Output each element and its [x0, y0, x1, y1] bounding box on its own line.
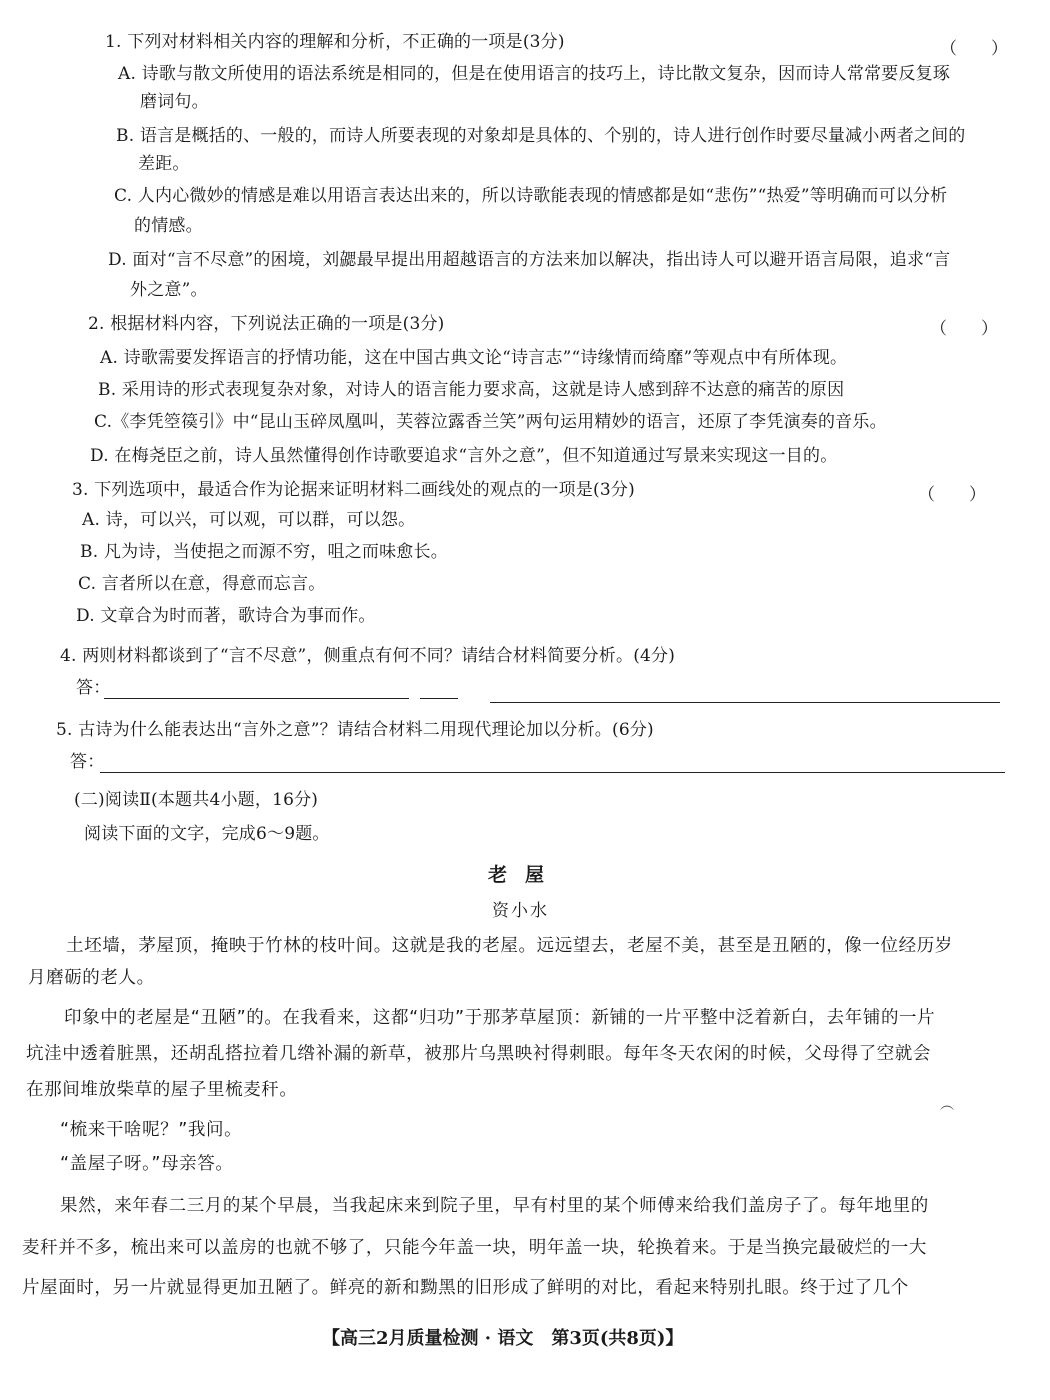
article-paragraph-3: “梳来干啥呢？”我问。	[60, 1120, 243, 1140]
article-paragraph-5-line1: 果然，来年春二三月的某个早晨，当我起床来到院子里，早有村里的某个师傅来给我们盖房子了。每年地里的	[60, 1196, 929, 1216]
article-paragraph-2-line2: 坑洼中透着脏黑，还胡乱搭拉着几绺补漏的新草，被那片乌黑映衬得刺眼。每年冬天农闲的时候，父母得了空就会	[26, 1044, 931, 1064]
q1-option-d-line1: D. 面对“言不尽意”的困境，刘勰最早提出用超越语言的方法来加以解决，指出诗人可以避开语言局限，追求“言	[108, 250, 951, 270]
q3-option-d: D. 文章合为时而著，歌诗合为事而作。	[76, 606, 376, 626]
q1-option-b-line1: B. 语言是概括的、一般的，而诗人所要表现的对象却是具体的、个别的，诗人进行创作时要尽量减小两者之间的	[116, 126, 966, 146]
q3-option-a: A. 诗，可以兴，可以观，可以群，可以怨。	[82, 510, 416, 530]
section2-heading: (二)阅读Ⅱ(本题共4小题，16分)	[74, 790, 319, 810]
q3-option-b: B. 凡为诗，当使挹之而源不穷，咀之而味愈长。	[80, 542, 448, 562]
q1-option-d-line2: 外之意”。	[130, 280, 208, 300]
q4-stem: 4. 两则材料都谈到了“言不尽意”，侧重点有何不同？请结合材料简要分析。(4分)	[60, 646, 676, 666]
q2-option-a: A. 诗歌需要发挥语言的抒情功能，这在中国古典文论“诗言志”“诗缘情而绮靡”等观点中有所体现。	[100, 348, 848, 368]
q5-answer-label: 答：	[70, 752, 105, 772]
q2-stem: 2. 根据材料内容，下列说法正确的一项是(3分)	[88, 314, 445, 334]
q4-answer-line[interactable]	[104, 698, 409, 699]
article-paragraph-4: “盖屋子呀。”母亲答。	[60, 1154, 234, 1174]
article-paragraph-1-line2: 月磨砺的老人。	[28, 968, 155, 988]
q2-answer-paren: （ ）	[930, 319, 998, 339]
q3-option-c: C. 言者所以在意，得意而忘言。	[78, 574, 326, 594]
pen-mark: ︵	[940, 1097, 954, 1113]
article-paragraph-2-line3: 在那间堆放柴草的屋子里梳麦秆。	[26, 1080, 298, 1100]
q4-answer-label: 答：	[76, 678, 111, 698]
q2-option-b: B. 采用诗的形式表现复杂对象，对诗人的语言能力要求高，这就是诗人感到辞不达意的痛苦的原因	[98, 380, 845, 400]
q4-answer-line[interactable]	[490, 702, 1000, 703]
article-paragraph-1-line1: 土坯墙，茅屋顶，掩映于竹林的枝叶间。这就是我的老屋。远远望去，老屋不美，甚至是丑陋的，像一位经历岁	[66, 936, 953, 956]
q5-stem: 5. 古诗为什么能表达出“言外之意”？请结合材料二用现代理论加以分析。(6分)	[56, 720, 654, 740]
q5-answer-line[interactable]	[100, 772, 1005, 773]
q1-option-c-line1: C. 人内心微妙的情感是难以用语言表达出来的，所以诗歌能表现的情感都是如“悲伤”“热爱”等明确而可以分析	[114, 186, 948, 206]
q1-option-a-line2: 磨词句。	[140, 92, 209, 112]
page-footer: 【高三2月质量检测 · 语文 第3页(共8页)】	[322, 1328, 684, 1349]
q3-stem: 3. 下列选项中，最适合作为论据来证明材料二画线处的观点的一项是(3分)	[72, 480, 635, 500]
q1-option-c-line2: 的情感。	[134, 216, 203, 236]
q4-answer-line[interactable]	[420, 698, 458, 699]
q2-option-c: C.《李凭箜篌引》中“昆山玉碎凤凰叫，芙蓉泣露香兰笑”两句运用精妙的语言，还原了李凭演奏的音乐。	[94, 412, 887, 432]
q2-option-d: D. 在梅尧臣之前，诗人虽然懂得创作诗歌要追求“言外之意”，但不知道通过写景来实现这一目的。	[90, 446, 838, 466]
q1-stem: 1. 下列对材料相关内容的理解和分析，不正确的一项是(3分)	[105, 32, 565, 52]
article-paragraph-5-line3: 片屋面时，另一片就显得更加丑陋了。鲜亮的新和黝黑的旧形成了鲜明的对比，看起来特别扎眼。终于过了几个	[22, 1278, 909, 1298]
article-title: 老屋	[488, 864, 563, 886]
article-paragraph-5-line2: 麦秆并不多，梳出来可以盖房的也就不够了，只能今年盖一块，明年盖一块，轮换着来。于是当换完最破烂的一大	[22, 1238, 927, 1258]
section2-instruction: 阅读下面的文字，完成6～9题。	[84, 824, 330, 844]
q1-option-a-line1: A. 诗歌与散文所使用的语法系统是相同的，但是在使用语言的技巧上，诗比散文复杂，因而诗人常常要反复琢	[118, 64, 951, 84]
q1-answer-paren: （ ）	[940, 39, 1008, 59]
q3-answer-paren: （ ）	[918, 485, 986, 505]
q1-option-b-line2: 差距。	[138, 154, 190, 174]
article-paragraph-2-line1: 印象中的老屋是“丑陋”的。在我看来，这都“归功”于那茅草屋顶：新铺的一片平整中泛着新白，去年铺的一片	[64, 1008, 936, 1028]
article-author: 资小水	[492, 901, 549, 921]
